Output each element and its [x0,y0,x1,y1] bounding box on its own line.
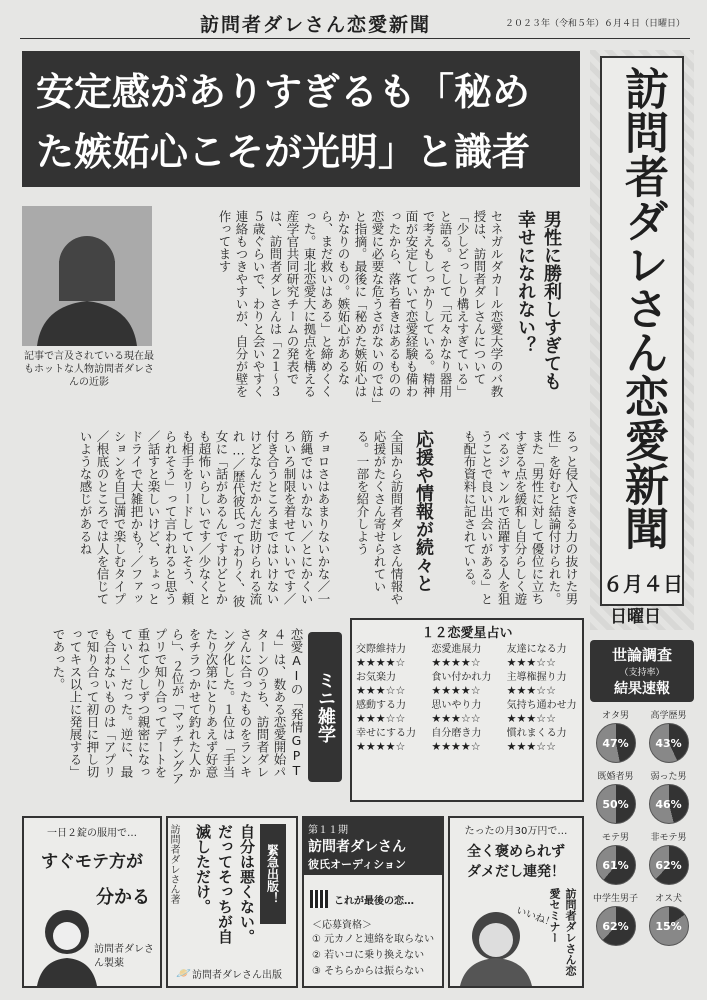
poll-item [590,769,641,826]
ad1-brand: 訪問者ダレさん製薬 [94,944,154,969]
person-silhouette-icon [22,206,152,346]
ad4-box [448,816,584,988]
poll-item-pie [649,723,689,763]
fortune-item-label: 思いやり力 [431,700,482,711]
poll-item-label: オタ男 [601,711,629,721]
qr-code-icon [310,890,328,908]
poll-item [590,891,641,948]
fortune-item-stars: ★★★☆☆ [506,740,556,753]
poll-item-pie [596,784,636,824]
fortune-item-stars: ★★★☆☆ [506,684,556,697]
ad3-subtitle: 彼氏オーディション [308,858,406,871]
poll-item-value: 43% [655,736,682,750]
ad3-title: 訪問者ダレさん [308,839,406,855]
fortune-item-label: お気楽力 [356,672,396,683]
ad3-req-title: ＜応募資格＞ [312,920,372,931]
fortune-item [431,727,502,753]
poll-item-value: 61% [602,858,629,872]
fortune-item-stars: ★★★★☆ [431,740,481,753]
fortune-item-label: 食い付かれ力 [431,672,492,683]
poll-subtitle: （支持率） [619,668,665,678]
article1-subhead: 男性に勝利しすぎても幸せになれない？ [515,210,562,390]
fortune-item [356,727,427,753]
poll-item-value: 50% [602,797,629,811]
trivia-title: ミニ雑学 [308,632,342,782]
ad3-requirement: ① 元カノと連絡を取らない [312,934,435,945]
trivia-body: 恋愛AIの「発情GPT４」は、数ある恋愛開始パターンのうち、訪問者ダレさんに合ったものをランキング化した。１位は「手当たり次第にとりあえず好意をチラつかせて釣れた人から」、２位が「マッチングアプリで知り合ってデートを重ねて少しずつ親密になっていく」だった。逆に、最も合わないものは「アプリで知り合って初日に押し切ってキス以上に発展する」であった。 [51,628,304,785]
poll-item [643,769,694,826]
poll-item [590,708,641,765]
ad1-sub: 分かる [96,887,150,908]
fortune-item [356,699,427,725]
poll-section [590,640,694,990]
ad1-top: 一日２錠の服用で… [47,828,137,839]
sidebar-weekday: 日曜日 [610,607,661,627]
article1-photo [22,206,152,346]
ad4-top: たったの月30万円で… [464,826,568,837]
poll-item-label: 既婚者男 [597,772,634,782]
fortune-item-label: 気持ち通わせ力 [506,700,577,711]
sidebar-paper-name: 訪問者ダレさん恋愛新聞 [617,66,668,550]
poll-title: 世論調査 [611,646,672,664]
poll-item [643,708,694,765]
article2-subhead: 応援や情報が続々と [413,430,434,592]
headline-line2: た嫉妬心こそが光明」と識者 [36,129,531,174]
fortune-item-stars: ★★★☆☆ [506,712,556,725]
fortune-item [507,671,578,697]
ad2-author: 訪問者ダレさん著 [168,824,179,904]
ad1-box [22,816,162,988]
ad4-main1: 全く褒められず [467,844,565,860]
poll-item-label: オス犬 [655,894,682,904]
ad2-title: 自分は悪くない。だってそっちが自滅しただけ。 [194,824,256,944]
ad2-badge: 緊急出版！ [260,824,286,924]
poll-item-pie [649,784,689,824]
ad3-reqs [312,932,434,980]
fortune-item-stars: ★★★☆☆ [356,712,406,725]
poll-item-label: 弱った男 [650,772,687,782]
fortune-item-label: 恋愛進展力 [431,644,482,655]
fortune-item-stars: ★★★☆☆ [431,712,481,725]
poll-item-value: 15% [655,919,682,933]
poll-item-value: 62% [602,919,629,933]
fortune-item [507,643,578,669]
ad4-badge: いいね！ [514,905,556,930]
article2-body2: チョロさはあまりないかな／一筋縄ではいかない／とにかくいろいろ制限を着せていいです／付き合うところまではいけないけどなんだかんだ助けられる流れ…／歴代彼氏ってわりく、彼女に「話があるんですけどとかも超怖いらしいです／少なくとも相手をリードしていそう、頼られそう」って言われると思う／話すと楽しいけど、ちょっとドライで大雑把かも？／ファッションを自己満で楽しむタイプ／根底のところでは人を信じていような感じがあるね [78,430,331,608]
poll-item-pie [596,723,636,763]
fortune-title: １２恋愛星占い [421,626,513,641]
poll-grid [590,708,694,948]
fortune-item [431,671,502,697]
ad3-issue: 第１１期 [308,825,348,836]
poll-item-label: 中学生男子 [592,894,638,904]
fortune-item-stars: ★★★★☆ [431,684,481,697]
fortune-item [431,699,502,725]
ad2-publisher: 訪問者ダレさん出版 [192,970,282,981]
model-photo-icon [32,900,102,986]
poll-item-value: 47% [602,736,629,750]
article1-cont-body: るっと侵入できる力の抜けた男性」を好むと結論付けられた。また「男性に対して優位に立ちすぎる点を緩和し自分らしく遊べるジャンルで活躍する人を狙うことで良い出会いがある」とも配布資料に記されている。 [462,430,579,605]
fortune-item [431,643,502,669]
fortune-item [356,671,427,697]
poll-item [643,891,694,948]
fortune-item [507,727,578,753]
fortune-item-label: 主導権握り力 [506,672,567,683]
fortune-item-label: 幸せにする力 [356,728,416,739]
fortune-item-label: 自分磨き力 [431,728,482,739]
poll-item-label: 高学歴男 [650,711,687,721]
sidebar-date: ６月４日 [603,572,683,596]
fortune-item-stars: ★★★☆☆ [356,684,406,697]
fortune-item [356,643,427,669]
fortune-grid [352,641,582,755]
planet-icon: 🪐 [176,966,191,980]
ad4-sub: 訪問者ダレさん恋愛セミナー [548,888,577,976]
poll-item-pie [649,845,689,885]
sidebar-title-box [590,50,694,630]
ad4-main2: ダメだし連発！ [467,864,565,880]
fortune-item-stars: ★★★★☆ [356,656,406,669]
article1-photo-caption: 記事で言及されている現在最もホットな人物訪問者ダレさんの近影 [24,351,154,388]
fortune-box [350,618,584,802]
headline-banner [22,51,580,187]
fortune-item-stars: ★★★☆☆ [506,656,556,669]
fortune-item [507,699,578,725]
masthead-title: 訪問者ダレさん恋愛新聞 [200,14,432,36]
ad3-requirement: ③ そちらからは振らない [312,966,425,977]
fortune-item-stars: ★★★★☆ [431,656,481,669]
article2-body1: 全国から訪問者ダレさん情報や応援がたくさん寄せられている。一部を紹介しよう [355,430,404,605]
poll-item-pie [596,845,636,885]
ad2-box [166,816,298,988]
ad1-main: すぐモテ方が [41,852,143,872]
poll-item [590,830,641,887]
fortune-item-label: 慣れまくる力 [506,728,567,739]
article1-body: セネガルダカール恋愛大学のバ教授は、訪問者ダレさんについて「少しどっしり構えすぎている」と語る。そして「元々かなり器用で考えもしっかりしている。精神面が安定していて恋愛経験も備わったから、落ち着きはあるものの恋愛に必要な危うさがないのでは」と指摘。最後に「秘めた嫉妬心はかなりのもの。嫉妬心があるなら、まだ救いはある」と締めくくった。東北恋愛大に拠点を構える産学官共同研究チームの発表では、訪問者ダレさんは「２１〜３５歳ぐらいで、わりと会いやすく連絡もつきやすいが、自分が壁を作ってます [217,210,504,404]
fortune-item-stars: ★★★★☆ [356,740,406,753]
masthead-date: ２０２３年（令和５年）６月４日（日曜日） [505,19,686,29]
headline-line1: 安定感がありすぎるも「秘め [36,69,531,114]
fortune-item-label: 交際維持力 [356,644,406,655]
poll-item-value: 46% [655,797,682,811]
fortune-item-label: 友達になる力 [506,644,567,655]
ad3-box [302,816,444,988]
poll-item-pie [596,906,636,946]
poll-title2: 結果速報 [614,681,670,697]
poll-item-label: モテ男 [601,833,629,843]
poll-item-value: 62% [655,858,682,872]
poll-item-label: 非モテ男 [650,833,687,843]
ad3-requirement: ② 若いコに乗り換えない [312,950,425,961]
poll-item-pie [649,906,689,946]
poll-item [643,830,694,887]
ad3-tagline: これが最後の恋… [334,896,414,907]
fortune-item-label: 感動する力 [356,700,406,711]
